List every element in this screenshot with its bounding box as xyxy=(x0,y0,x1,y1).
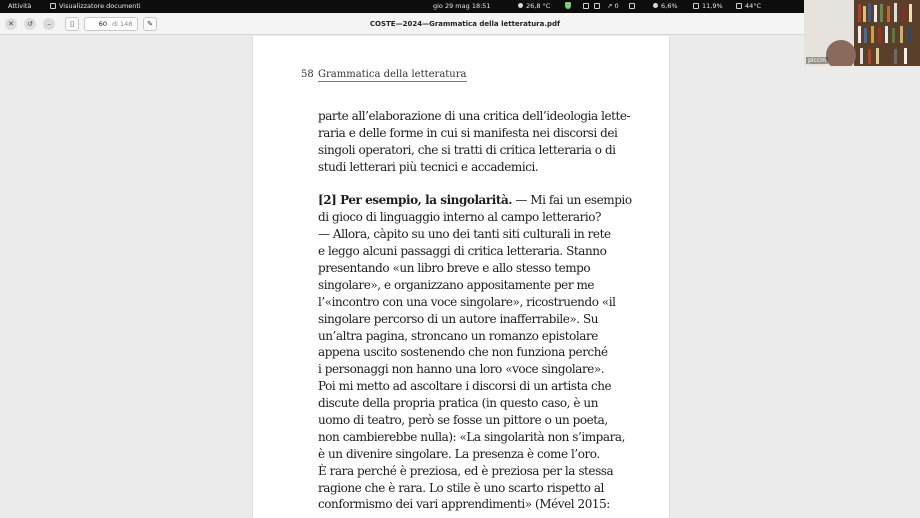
thermometer-icon xyxy=(736,3,742,9)
cpu-monitor[interactable] xyxy=(653,0,678,13)
section-first-line xyxy=(318,192,663,209)
app-menu[interactable] xyxy=(50,0,141,13)
webcam-person xyxy=(826,40,856,66)
text-line: un’altra pagina, stroncano un romanzo epistolare xyxy=(318,328,598,343)
text-line: di gioco di linguaggio interno al campo letterario? xyxy=(318,210,602,225)
shield-icon xyxy=(565,2,571,9)
temperature-monitor[interactable] xyxy=(736,0,761,13)
memory-value: 11,9% xyxy=(702,2,723,10)
gear-icon xyxy=(629,3,635,9)
text-line: discute della propria pratica (in questo caso, è un xyxy=(318,396,598,411)
section-heading: [2] Per esempio, la singolarità. xyxy=(318,193,513,208)
text-line: uomo di teatro, però se fosse un pittore o un poeta, xyxy=(318,413,608,428)
app-name: Visualizzatore documenti xyxy=(59,2,141,10)
sidebar-toggle-icon[interactable]: ▯ xyxy=(65,17,79,31)
webcam-overlay[interactable] xyxy=(804,0,920,66)
cpu-value: 6,6% xyxy=(661,2,678,10)
running-header-title: Grammatica della letteratura xyxy=(318,69,467,80)
text-line: singoli operatori, che si tratti di critica letteraria o di xyxy=(318,142,616,157)
arrow-icon: ↗ xyxy=(607,2,615,10)
webcam-bookshelf xyxy=(854,0,920,66)
text-line: Poi mi metto ad ascoltare i discorsi di un artista che xyxy=(318,379,612,394)
keyboard-icon xyxy=(583,3,589,9)
notification-count: 0 xyxy=(614,2,619,10)
text-line: non cambierebbe nulla): «La singolarità non s’impara, xyxy=(318,429,625,444)
close-icon[interactable]: ✕ xyxy=(5,18,17,30)
text-line: È rara perché è preziosa, ed è preziosa per la stessa xyxy=(318,463,614,478)
cpu-temp-value: 44°C xyxy=(745,2,762,10)
text-line: i personaggi non hanno una loro «voce singolare». xyxy=(318,362,605,377)
text-line: conformismo dei vari apprendimenti» (Mével 2015: xyxy=(318,497,610,512)
activities-button[interactable]: Attività xyxy=(8,2,32,10)
window-headerbar xyxy=(0,13,920,35)
restore-icon[interactable]: ↺ xyxy=(24,18,36,30)
weather-indicator[interactable] xyxy=(518,0,550,13)
annotate-pencil-icon[interactable]: ✎ xyxy=(143,17,157,31)
tray-icons[interactable] xyxy=(583,0,603,13)
network-icon xyxy=(594,3,600,9)
memory-icon xyxy=(693,3,699,9)
memory-monitor[interactable] xyxy=(693,0,723,13)
temperature-value: 26,8 °C xyxy=(526,2,551,10)
text-line: — Allora, càpito su uno dei tanti siti culturali in rete xyxy=(318,227,611,242)
document-viewer-icon xyxy=(50,3,56,9)
document-page[interactable] xyxy=(252,36,670,518)
text-line: appena uscito sostenendo che non funziona perché xyxy=(318,345,608,360)
clock[interactable]: gio 29 mag 18:51 xyxy=(433,2,491,10)
current-page-input[interactable]: 60 xyxy=(98,20,107,28)
notification-indicator[interactable] xyxy=(607,0,619,13)
page-body-text xyxy=(318,108,663,513)
text-line: raria e delle forme in cui si manifesta nei discorsi dei xyxy=(318,125,618,140)
system-top-bar xyxy=(0,0,920,13)
cpu-icon xyxy=(653,3,658,8)
text-line: ragione che è rara. Lo stile è uno scarto rispetto al xyxy=(318,480,604,495)
text-line: singolare», e organizzano appositamente per me xyxy=(318,277,595,292)
shield-indicator[interactable] xyxy=(565,0,571,13)
weather-icon xyxy=(518,3,523,8)
page-selector[interactable] xyxy=(84,17,138,31)
tray-icons-2[interactable] xyxy=(629,0,638,13)
text-line: e leggo alcuni passaggi di critica letteraria. Stanno xyxy=(318,244,607,259)
text-line: è un divenire singolare. La presenza è come l’oro. xyxy=(318,446,600,461)
section-first-line-rest: — Mi fai un esempio xyxy=(512,193,632,208)
total-pages: di 148 xyxy=(112,20,133,28)
document-title: COSTE—2024—Grammatica della letteratura.pdf xyxy=(369,20,561,28)
webcam-label: piccm xyxy=(808,57,826,64)
text-line: singolare percorso di un autore inafferrabile». Su xyxy=(318,311,599,326)
text-line: parte all’elaborazione di una critica dell’ideologia lette- xyxy=(318,109,631,123)
minimize-icon[interactable]: – xyxy=(43,18,55,30)
page-number: 58 xyxy=(301,69,314,80)
text-line: l’«incontro con una voce singolare», ricostruendo «il xyxy=(318,294,616,309)
text-line: studi letterari più tecnici e accademici. xyxy=(318,159,539,174)
text-line: presentando «un libro breve e allo stesso tempo xyxy=(318,261,591,276)
